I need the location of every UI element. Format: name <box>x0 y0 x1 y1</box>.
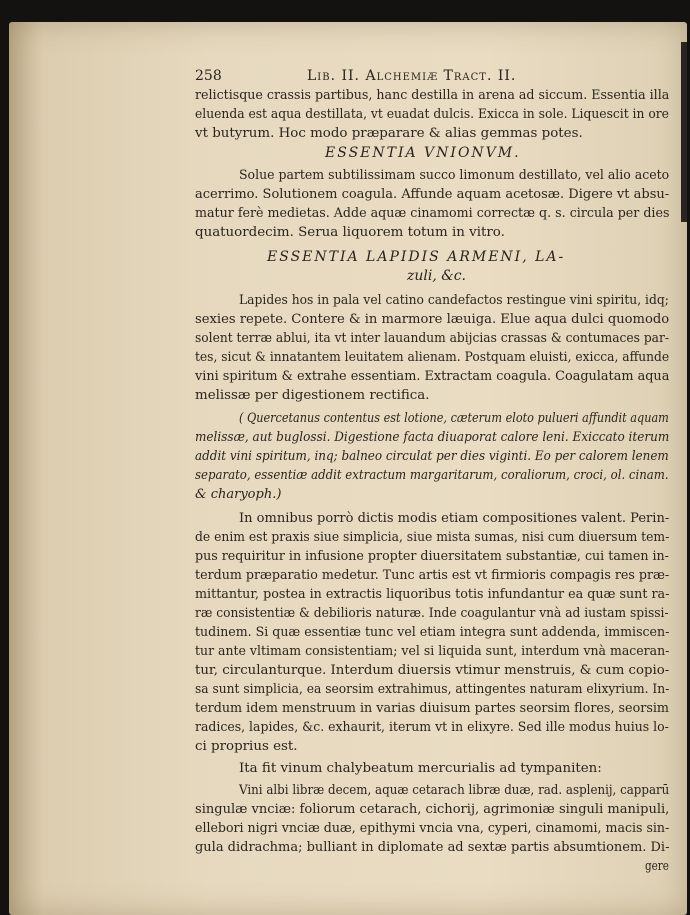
text-line: ci proprius est. <box>195 739 298 754</box>
italic-note-line: ( Quercetanus contentus est lotione, cæterum eloto pulueri affundit aquam <box>239 411 669 426</box>
page-number: 258 <box>195 68 222 84</box>
book-page <box>9 22 687 915</box>
text-line: quatuordecim. Serua liquorem totum in vitro. <box>195 225 505 240</box>
text-line: tur ante vltimam consistentiam; vel si liquida sunt, interdum vnà maceran- <box>195 644 670 659</box>
text-line: matur ferè medietas. Adde aquæ cinamomi correctæ q. s. circula per dies <box>195 206 670 221</box>
text-line: relictisque crassis partibus, hanc destilla in arena ad siccum. Essentia illa <box>195 88 670 103</box>
text-line: vini spiritum & extrahe essentiam. Extractam coagula. Coagulatam aqua <box>195 369 670 384</box>
section-title-continued: zuli, &c. <box>407 268 467 284</box>
italic-note-line: separato, essentiæ addit extractum margaritarum, coraliorum, croci, ol. cinam. <box>195 468 669 483</box>
text-line: sexies repete. Contere & in marmore læuiga. Elue aqua dulci quomodo <box>195 312 670 327</box>
section-title: ESSENTIA VNIONVM. <box>325 145 521 161</box>
text-line: solent terræ ablui, ita vt inter lauandum abijcias crassas & contumaces par- <box>195 331 669 346</box>
italic-note-line: & charyoph.) <box>195 487 282 502</box>
italic-note-line: addit vini spiritum, inq; balneo circulat per dies viginti. Eo per calorem lenem <box>195 449 669 464</box>
text-line: melissæ per digestionem rectifica. <box>195 388 430 403</box>
text-line: mittantur, postea in extractis liquoribus totis infundantur ea quæ sunt ra- <box>195 587 670 602</box>
section-title: ESSENTIA LAPIDIS ARMENI, LA- <box>267 249 566 265</box>
text-line: Ita fit vinum chalybeatum mercurialis ad tympaniten: <box>239 761 602 776</box>
italic-note-line: melissæ, aut buglossi. Digestione facta diuaporat calore leni. Exiccato iterum <box>195 430 670 445</box>
text-line: eluenda est aqua destillata, vt euadat dulcis. Exicca in sole. Liquescit in ore <box>195 107 669 122</box>
text-line: sa sunt simplicia, ea seorsim extrahimus, attingentes naturam elixyrium. In- <box>195 682 670 697</box>
catchword: gere <box>645 859 669 874</box>
text-line: acerrimo. Solutionem coagula. Affunde aquam acetosæ. Digere vt absu- <box>195 187 670 202</box>
text-line: terdum idem menstruum in varias diuisum partes seorsim flores, seorsim <box>195 701 669 716</box>
text-line: de enim est praxis siue simplicia, siue mista sumas, nisi cum diuersum tem- <box>195 530 670 545</box>
text-line: Solue partem subtilissimam succo limonum destillato, vel alio aceto <box>239 168 670 183</box>
text-line: gula didrachma; bulliant in diplomate ad sextæ partis absumtionem. Di- <box>195 840 670 855</box>
text-line: In omnibus porrò dictis modis etiam compositiones valent. Perin- <box>239 511 670 526</box>
text-line: singulæ vnciæ: foliorum cetarach, cichorij, agrimoniæ singuli manipuli, <box>195 802 670 817</box>
text-line: ellebori nigri vnciæ duæ, epithymi vncia vna, cyperi, cinamomi, macis sin- <box>195 821 670 836</box>
page-edge-shadow <box>681 42 687 222</box>
text-line: terdum præparatio medetur. Tunc artis est vt firmioris compagis res præ- <box>195 568 670 583</box>
text-line: Lapides hos in pala vel catino candefactos restingue vini spiritu, idq; <box>239 293 669 308</box>
text-line: Vini albi libræ decem, aquæ cetarach libræ duæ, rad. asplenij, capparū <box>239 783 670 798</box>
running-title: Lib. II. Alchemiæ Tract. II. <box>307 68 517 84</box>
text-line: ræ consistentiæ & debilioris naturæ. Inde coagulantur vnà ad iustam spissi- <box>195 606 669 621</box>
text-line: pus requiritur in infusione propter diuersitatem substantiæ, cui tamen in- <box>195 549 669 564</box>
text-line: tudinem. Si quæ essentiæ tunc vel etiam integra sunt addenda, immiscen- <box>195 625 670 640</box>
text-line: tur, circulanturque. Interdum diuersis vtimur menstruis, & cum copio- <box>195 663 670 678</box>
text-line: vt butyrum. Hoc modo præparare & alias gemmas potes. <box>195 126 583 141</box>
text-line: tes, sicut & innatantem leuitatem alienam. Postquam eluisti, exicca, affunde <box>195 350 670 365</box>
text-line: radices, lapides, &c. exhaurit, iterum vt in elixyre. Sed ille modus huius lo- <box>195 720 669 735</box>
